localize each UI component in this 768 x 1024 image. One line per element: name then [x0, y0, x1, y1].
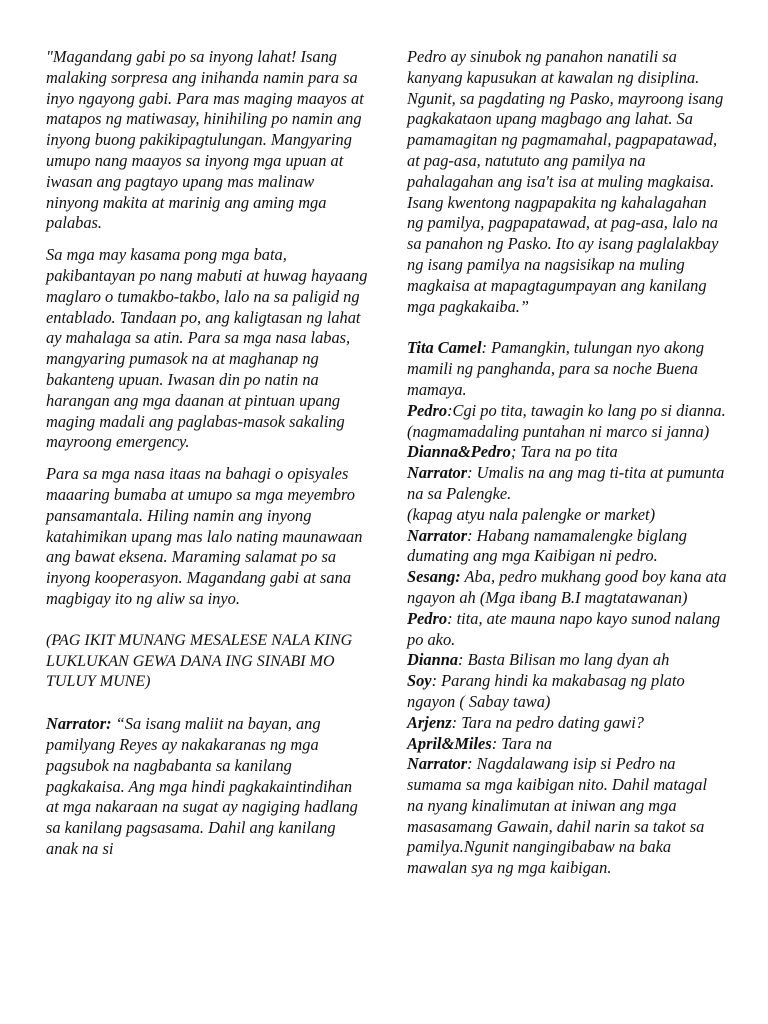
script-line	[407, 734, 727, 755]
speaker-name: Narrator	[407, 754, 468, 774]
script-line	[407, 671, 727, 713]
dialogue-text: : Basta Bilisan mo lang dyan ah	[458, 650, 670, 670]
speaker-name: Dianna&Pedro	[407, 442, 511, 462]
intro-paragraph-2: Sa mga may kasama pong mga bata, pakibantayan po nang mabuti at huwag hayaang maglaro o tumakbo-takbo, lalo na sa paligid ng entablado. Tandaan po, ang kaligtasan ng lahat ay mahalaga sa atin. Para sa mga nasa labas, mangyaring pumasok na at maghanap ng bakanteng upuan. Iwasan din po natin na harangan ang mga daanan at pintuan upang maging madali ang paglabas-masok sakaling mayroong emergency.	[46, 245, 368, 452]
right-column	[407, 47, 727, 879]
narration-continued: Pedro ay sinubok ng panahon nanatili sa kanyang kapusukan at kawalan ng disiplina. Ngunit, sa pagdating ng Pasko, mayroong isang pagkakataon upang magbago ang lahat. Sa pamamagitan ng pagmamahal, pagpapatawad, at pag-asa, natututo ang pamilya na pahalagahan ang isa't isa at muling magkaisa. Isang kwentong nagpapakita ng kahalagahan ng pamilya, pagpapatawad, at pag-asa, lalo na sa panahon ng Pasko. Ito ay isang paglalakbay ng isang pamilya na nagsisikap na muling magkaisa at mapagtagumpayan ang kanilang mga pagkakaiba.”	[407, 47, 724, 316]
dialogue-text: : Umalis na ang mag ti-tita at pumunta na sa Palengke.	[407, 463, 725, 503]
speaker-name: Soy	[407, 671, 432, 691]
speaker-name: Narrator	[407, 463, 468, 483]
stage-direction: (PAG IKIT MUNANG MESALESE NALA KING LUKLUKAN GEWA DANA ING SINABI MO TULUY MUNE)	[46, 631, 353, 691]
speaker-name: Arjenz	[407, 712, 452, 732]
dialogue-text: : tita, ate mauna napo kayo sunod nalang po ako.	[407, 608, 721, 649]
script-line	[407, 713, 727, 734]
speaker-name: Narrator	[407, 525, 468, 545]
dialogue-text: : Tara na pedro dating gawi?	[451, 712, 644, 732]
script-line	[407, 754, 727, 879]
script-line	[407, 442, 727, 463]
speaker-name: April&Miles	[407, 733, 492, 753]
speaker-name: Sesang:	[407, 567, 461, 587]
dialogue-text: ; Tara na po tita	[510, 442, 618, 462]
script-line	[407, 650, 727, 671]
speaker-name: Tita Camel	[407, 338, 482, 358]
dialogue-text: : Nagdalawang isip si Pedro na sumama sa mga kaibigan nito. Dahil matagal na nyang kinalimutan at iniwan ang mga masasamang Gawain, dahil narin sa takot sa pamilya.Ngunit nangingibabaw na baka mawalan sya ng mga kaibigan.	[407, 754, 708, 878]
script-line	[407, 401, 727, 422]
script-line	[407, 463, 727, 505]
left-column	[46, 47, 368, 860]
script-line	[407, 505, 727, 526]
dialogue-text: : Tara na	[491, 733, 553, 753]
dialogue-text: : Pamangkin, tulungan nyo akong mamili ng panghanda, para sa noche Buena mamaya.	[407, 338, 705, 399]
narrator-text: “Sa isang maliit na bayan, ang pamilyang Reyes ay nakakaranas ng mga pagsubok na nagbabanta sa kanilang pagkakaisa. Ang mga hindi pagkakaintindihan at mga nakaraan na sugat ay nagiging hadlang sa kanilang pagsasama. Dahil ang kanilang anak na si	[46, 714, 358, 858]
dialogue-text: : Habang namamalengke biglang dumating ang mga Kaibigan ni pedro.	[407, 525, 687, 566]
narrator-speaker: Narrator:	[46, 714, 112, 734]
script-line	[407, 422, 727, 443]
dialogue-text: : Parang hindi ka makabasag ng plato ngayon ( Sabay tawa)	[407, 671, 685, 711]
script-line	[407, 567, 727, 609]
intro-paragraph-3: Para sa mga nasa itaas na bahagi o opisyales maaaring bumaba at umupo sa mga meyembro pansamantala. Hiling namin ang inyong katahimikan upang mas lalo nating maunawaan ang bawat eksena. Maraming salamat po sa inyong kooperasyon. Magandang gabi at sana magbigay ito ng aliw sa inyo.	[46, 464, 363, 608]
dialogue-text: (nagmamadaling puntahan ni marco si janna)	[407, 421, 710, 441]
script-line	[407, 609, 727, 651]
dialogue-text: :Cgi po tita, tawagin ko lang po si dianna.	[447, 400, 726, 420]
script-block	[407, 338, 727, 879]
narrator-paragraph	[46, 714, 368, 860]
speaker-name: Dianna	[407, 650, 459, 670]
intro-paragraph-1: "Magandang gabi po sa inyong lahat! Isang malaking sorpresa ang inihanda namin para sa inyo ngayong gabi. Para mas maging maayos at matapos ng matiwasay, hinihiling po namin ang inyong buong pakikipagtulungan. Mangyaring umupo nang maayos sa inyong mga upuan at iwasan ang pagtayo upang mas malinaw ninyong makita at marinig ang aming mga palabas.	[46, 47, 364, 233]
dialogue-text: (kapag atyu nala palengke or market)	[407, 504, 656, 524]
speaker-name: Pedro	[407, 608, 448, 628]
script-line	[407, 526, 727, 568]
script-line	[407, 338, 727, 400]
speaker-name: Pedro	[407, 400, 448, 420]
dialogue-text: Aba, pedro mukhang good boy kana ata ngayon ah (Mga ibang B.I magtatawanan)	[407, 567, 727, 607]
